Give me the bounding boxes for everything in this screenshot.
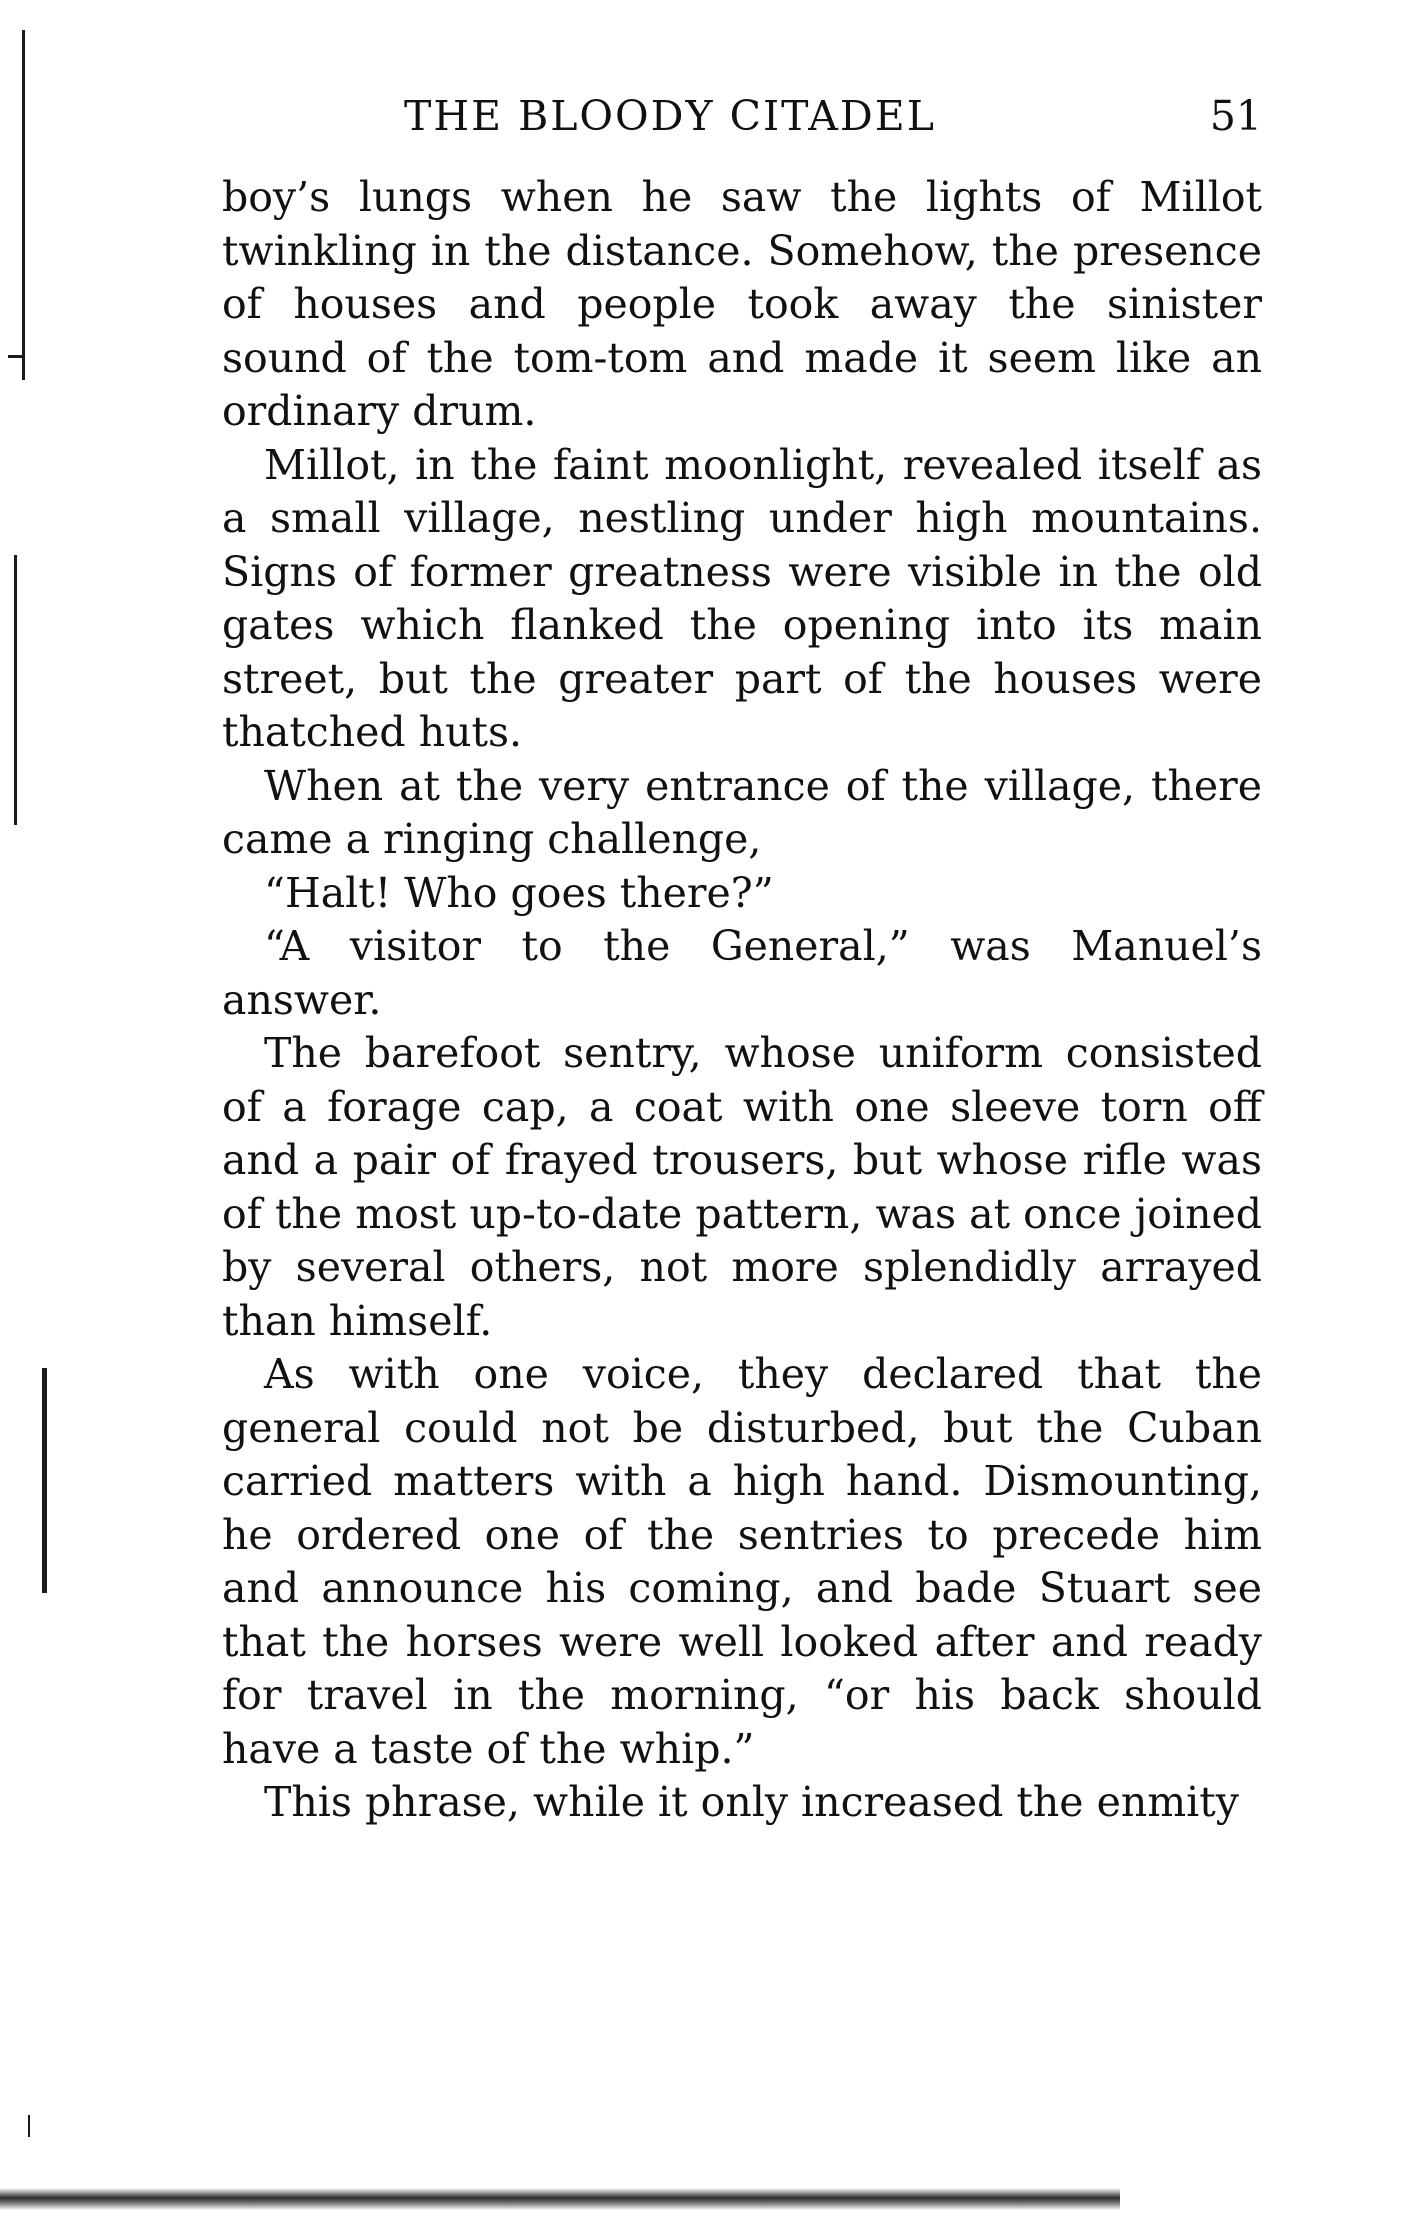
paragraph: “Halt! Who goes there?” xyxy=(264,868,774,917)
scan-edge-bottom xyxy=(0,2188,1120,2210)
paragraph: When at the very entrance of the village, there came a ringing challenge, xyxy=(222,761,1262,863)
page-number: 51 xyxy=(1209,92,1262,140)
page-header xyxy=(222,88,1262,144)
paragraph: The barefoot sentry, whose uniform consisted of a forage cap, a coat with one sleeve torn off and a pair of frayed trousers, but whose rifle was of the most up-to-date pattern, was at once joined by several others, not more splendidly arrayed than himself. xyxy=(222,1029,1262,1345)
scan-mark-left-upper xyxy=(22,30,25,380)
scan-mark-left-bottom xyxy=(28,2115,30,2137)
paragraph: “A visitor to the General,” was Manuel’s answer. xyxy=(222,922,1262,1024)
scan-mark-left-notch xyxy=(8,355,24,358)
body-text xyxy=(222,171,1262,1830)
paragraph: As with one voice, they declared that the general could not be disturbed, but the Cuban carried matters with a high hand. Dismounting, he ordered one of the sentries to precede him and announce his coming, and bade Stuart see that the horses were well looked after and ready for travel in the morning, “or his back should have a taste of the whip.” xyxy=(222,1350,1262,1773)
paragraph: Millot, in the faint moonlight, revealed itself as a small village, nestling under high mountains. Signs of former greatness were visible in the old gates which flanked the opening into its main street, but the greater part of the houses were thatched huts. xyxy=(222,440,1262,756)
scan-mark-left-mid xyxy=(14,555,17,825)
paragraph: boy’s lungs when he saw the lights of Millot twinkling in the distance. Somehow, the presence of houses and people took away the sinister sound of the tom-tom and made it seem like an ordinary drum. xyxy=(222,173,1262,435)
paragraph: This phrase, while it only increased the enmity xyxy=(264,1778,1239,1826)
running-title: THE BLOODY CITADEL xyxy=(404,92,936,140)
scan-mark-left-lower xyxy=(42,1368,47,1593)
